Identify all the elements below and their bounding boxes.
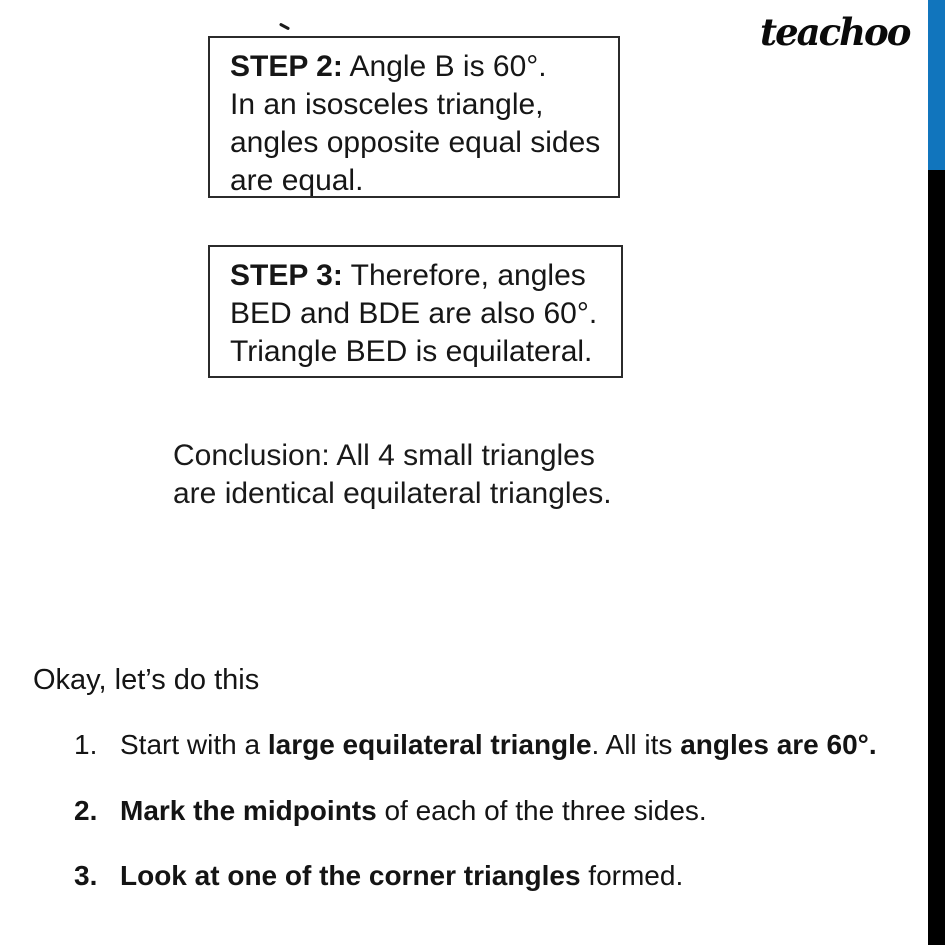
step2-box xyxy=(208,36,620,198)
list-item-2 xyxy=(0,795,928,835)
list-item-3 xyxy=(0,860,928,900)
step2-line-2: In an isosceles triangle, xyxy=(230,88,544,121)
text-segment: formed. xyxy=(580,860,684,891)
list-number-1: 1. xyxy=(74,729,98,760)
step3-box xyxy=(208,245,623,378)
step3-line-1 xyxy=(230,257,621,295)
step3-line-3: Triangle BED is equilateral. xyxy=(230,335,593,368)
step2-line-4: are equal. xyxy=(230,164,364,197)
step3-line-2: BED and BDE are also 60°. xyxy=(230,297,598,330)
list-text-3 xyxy=(120,860,925,892)
text-segment: angles are 60°. xyxy=(680,729,877,760)
step2-label: STEP 2: xyxy=(230,50,343,83)
edge-bar-black xyxy=(928,170,945,945)
step3-label: STEP 3: xyxy=(230,259,343,292)
step2-line-1 xyxy=(230,48,618,86)
list-item-1 xyxy=(0,729,928,769)
list-text-2 xyxy=(120,795,925,827)
text-segment: . All its xyxy=(591,729,681,760)
text-segment: large equilateral triangle xyxy=(267,729,592,760)
list-text-1 xyxy=(120,729,925,761)
step3-line-1-rest: Therefore, angles xyxy=(342,259,586,292)
step2-line-1-rest: Angle B is 60°. xyxy=(342,50,547,83)
teachoo-logo: teachoo xyxy=(760,10,910,54)
text-segment: Look at one of the corner triangles xyxy=(120,860,581,891)
intro-text: Okay, let’s do this xyxy=(33,664,260,696)
list-number-3: 3. xyxy=(74,860,98,891)
text-segment: of each of the three sides. xyxy=(376,795,707,826)
list-number-2: 2. xyxy=(74,795,98,826)
text-segment: Mark the midpoints xyxy=(120,795,377,826)
conclusion-text xyxy=(173,437,612,513)
conclusion-line-1: Conclusion: All 4 small triangles xyxy=(173,439,595,472)
conclusion-line-2: are identical equilateral triangles. xyxy=(173,477,612,510)
step2-line-3: angles opposite equal sides xyxy=(230,126,601,159)
text-segment: Start with a xyxy=(120,729,268,760)
edge-bar-blue xyxy=(928,0,945,170)
stray-mark xyxy=(279,23,290,31)
